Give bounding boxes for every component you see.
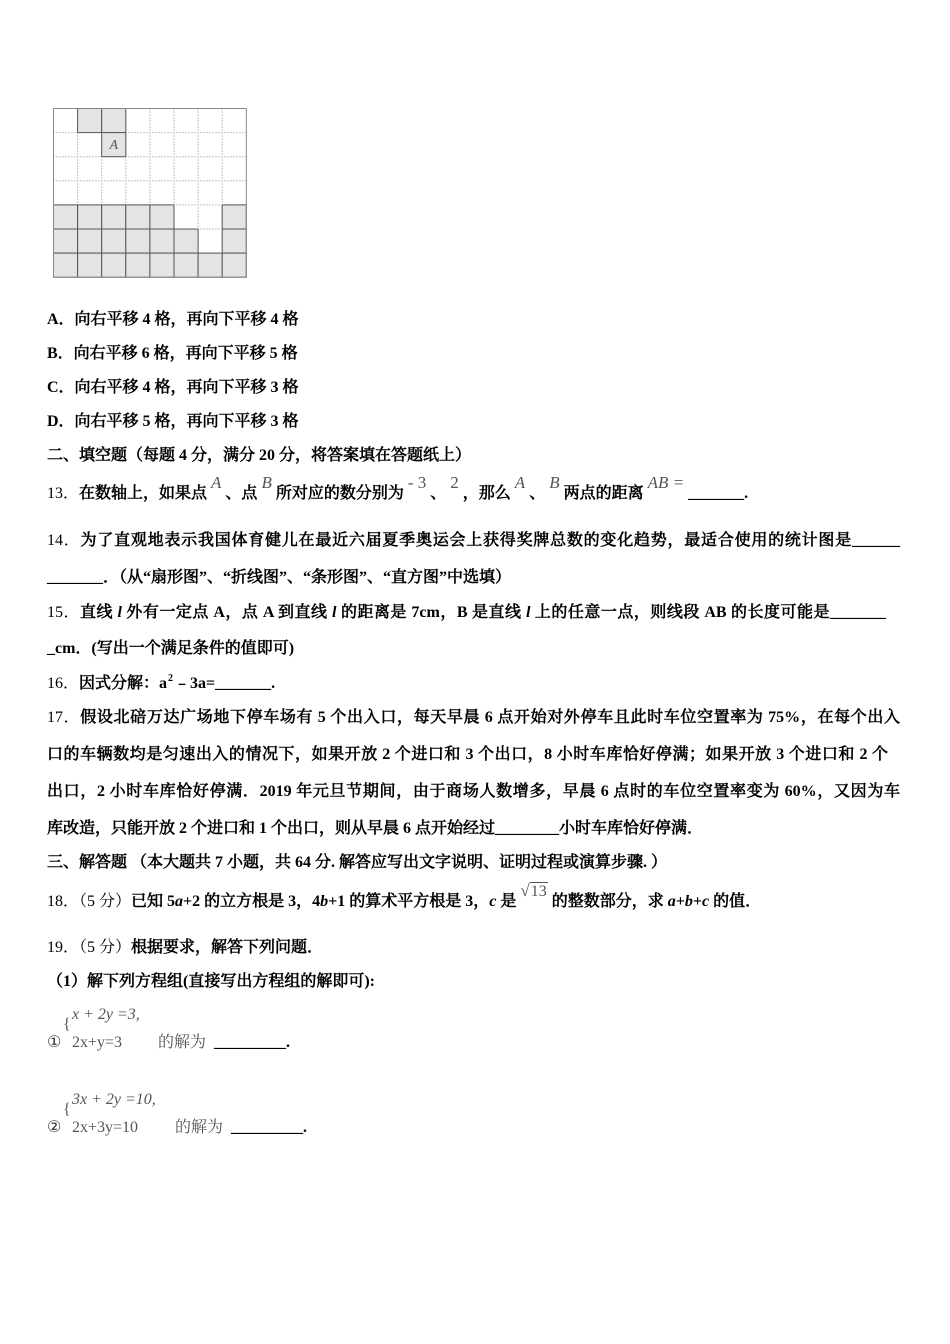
- math-number: 2: [450, 473, 459, 492]
- shaded-cell: [78, 253, 102, 277]
- math-line-l: l: [525, 604, 531, 621]
- radical-sign: √: [520, 881, 530, 900]
- answer-blank: _________.: [214, 1034, 290, 1051]
- shaded-cell: [126, 205, 150, 229]
- equation-system-2: [47, 1088, 377, 1144]
- equation-system-1: [47, 1003, 377, 1059]
- question-text: 在数轴上，如果点: [79, 485, 208, 502]
- question-text: ，那么: [462, 485, 511, 502]
- math-point-b: B: [549, 473, 560, 492]
- question-text: 外有一定点 A，点 A 到直线: [121, 604, 333, 621]
- question-18: [47, 881, 762, 913]
- question-number: 19．: [47, 939, 80, 956]
- question-17-line-3: 出口，2 小时车库恰好停满．2019 年元旦节期间，由于商场人数增多，早晨 6 点时的车位空置率变为 60%，又因为车: [47, 783, 900, 800]
- answer-blank: _________.: [231, 1119, 307, 1136]
- question-text: 直线: [79, 604, 118, 621]
- shaded-cell: [54, 205, 78, 229]
- question-text: 、点: [225, 485, 258, 502]
- translation-grid-figure: [53, 108, 247, 278]
- question-19-part-1: （1）解下列方程组(直接写出方程组的解即可):: [47, 973, 375, 990]
- shaded-cell: [54, 229, 78, 253]
- equation-1: x + 2y =3,: [72, 1006, 140, 1023]
- question-16: [47, 672, 275, 696]
- system-marker: ①: [47, 1034, 62, 1051]
- shaded-cell: [174, 253, 198, 277]
- math-expression: a+b+c: [667, 893, 710, 910]
- math-line-l: l: [117, 604, 122, 621]
- question-15-line-2: _cm．(写出一个满足条件的值即可): [47, 640, 295, 657]
- equation-2: 2x+3y=10: [72, 1119, 139, 1136]
- question-text: 的值．: [709, 893, 762, 910]
- question-text: ﹣3a=_______.: [174, 675, 276, 692]
- question-14-line-2: _______．（从“扇形图”、“折线图”、“条形图”、“直方图”中选填）: [47, 569, 512, 586]
- shaded-cell: [198, 253, 222, 277]
- question-text: +1 的算术平方根是 3，: [328, 893, 490, 910]
- shaded-cell: [102, 205, 126, 229]
- question-points: （5 分）: [79, 893, 132, 910]
- question-text: 的距离是 7cm，B 是直线: [336, 604, 526, 621]
- math-variable-a: a: [175, 893, 184, 910]
- option-c: C．向右平移 4 格，再向下平移 3 格: [47, 379, 299, 396]
- equation-2: 2x+y=3: [72, 1034, 123, 1051]
- shaded-cell: [78, 229, 102, 253]
- question-number: 15．: [47, 604, 80, 621]
- shaded-cell: [54, 253, 78, 277]
- question-text: 、: [529, 485, 546, 502]
- shaded-cell: [126, 253, 150, 277]
- solution-label: 的解为: [158, 1034, 207, 1051]
- question-text: 所对应的数分别为: [275, 485, 404, 502]
- shaded-cell: [102, 229, 126, 253]
- shaded-cell: [150, 253, 174, 277]
- shaded-cell: [126, 229, 150, 253]
- shaded-cell: [78, 205, 102, 229]
- question-text: 假设北碚万达广场地下停车场有 5 个出入口，每天早晨 6 点开始对外停车且此时车位空置率为 75%，在每个出入: [80, 709, 900, 726]
- math-number: - 3: [407, 473, 427, 492]
- math-point-a: A: [211, 473, 222, 492]
- math-point-a: A: [514, 473, 526, 492]
- shaded-cell: [150, 205, 174, 229]
- question-text: 、: [430, 485, 447, 502]
- question-points: （5 分）: [79, 939, 132, 956]
- question-17-line-4: 库改造，只能开放 2 个进口和 1 个出口，则从早晨 6 点开始经过________小时车库恰好停满．: [47, 820, 704, 837]
- shaded-cell: [174, 229, 198, 253]
- brace: {: [63, 1101, 71, 1118]
- solution-label: 的解为: [175, 1119, 224, 1136]
- square-root-13: [520, 883, 547, 900]
- shaded-cell: [102, 253, 126, 277]
- shaded-cell: [102, 109, 126, 133]
- math-line-l: l: [332, 604, 337, 621]
- question-text: 根据要求，解答下列问题．: [131, 939, 324, 956]
- question-text: 上的任意一点，则线段 AB 的长度可能是_______: [530, 604, 886, 621]
- question-15-line-1: [47, 601, 886, 625]
- question-number: 18．: [47, 893, 80, 910]
- question-text: 两点的距离: [563, 485, 644, 502]
- question-number: 17．: [47, 709, 81, 726]
- question-17-line-1: [47, 706, 900, 730]
- section-fill-in-heading: 二、填空题（每题 4 分，满分 20 分，将答案填在答题纸上）: [47, 447, 472, 464]
- question-number: 16．: [47, 675, 80, 692]
- equation-1: 3x + 2y =10,: [72, 1091, 156, 1108]
- math-variable-c: c: [489, 893, 497, 910]
- question-text: 的整数部分，求: [551, 893, 668, 910]
- option-b: B．向右平移 6 格，再向下平移 5 格: [47, 345, 298, 362]
- system-marker: ②: [47, 1119, 62, 1136]
- question-19: [47, 936, 323, 960]
- answer-blank: _______.: [688, 485, 749, 502]
- question-text: 是: [496, 893, 517, 910]
- shaded-cell: [222, 253, 246, 277]
- option-a: A．向右平移 4 格，再向下平移 4 格: [47, 311, 299, 328]
- math-variable-b: b: [320, 893, 329, 910]
- shaded-cell: [222, 205, 246, 229]
- math-point-b: B: [261, 473, 272, 492]
- question-text: 因式分解：a: [79, 675, 168, 692]
- shape-label-a: A: [109, 138, 119, 153]
- brace: {: [63, 1016, 71, 1033]
- shaded-cell: [78, 109, 102, 133]
- shaded-cell: [150, 229, 174, 253]
- radicand: 13: [530, 883, 547, 900]
- question-number: 14．: [47, 532, 81, 549]
- option-d: D．向右平移 5 格，再向下平移 3 格: [47, 413, 299, 430]
- question-number: 13．: [47, 485, 80, 502]
- question-13: [47, 473, 749, 505]
- section-answer-heading: 三、解答题 （本大题共 7 小题，共 64 分. 解答应写出文字说明、证明过程或演算步骤. ）: [47, 854, 668, 871]
- question-14-line-1: [47, 529, 900, 553]
- question-text: 为了直观地表示我国体育健儿在最近六届夏季奥运会上获得奖牌总数的变化趋势，最适合使用的统计图是______: [80, 532, 900, 549]
- shaded-cell: [222, 229, 246, 253]
- question-17-line-2: 口的车辆数均是匀速出入的情况下，如果开放 2 个进口和 3 个出口，8 小时车库恰好停满；如果开放 3 个进口和 2 个: [47, 746, 888, 763]
- math-expression: AB =: [647, 473, 685, 492]
- question-text: 已知 5: [131, 893, 176, 910]
- exponent: 2: [168, 673, 174, 684]
- question-text: +2 的立方根是 3，4: [183, 893, 321, 910]
